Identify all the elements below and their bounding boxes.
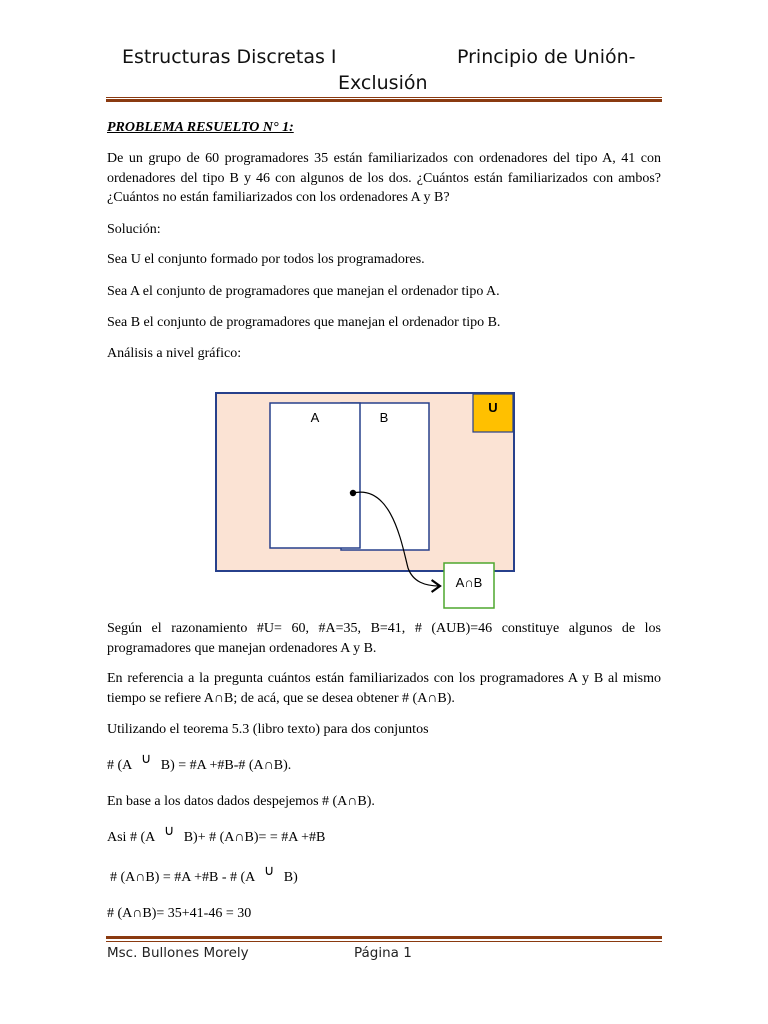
reasoning-paragraph-2: En referencia a la pregunta cuántos están familiarizados con los programadores A y B al mismo tiempo se refiere A∩B; de acá, que se desea obtener # (A∩B). [107,671,661,706]
formula-1-right: B) = #A +#B-# (A∩B). [160,758,292,773]
problem-heading: PROBLEMA RESUELTO N° 1: [107,120,294,135]
graphic-analysis-label: Análisis a nivel gráfico: [107,346,242,361]
formula-1-left: # (A [107,758,132,773]
set-a-definition: Sea A el conjunto de programadores que manejan el ordenador tipo A. [107,284,500,299]
formula-1 [107,752,292,774]
intersection-label: A∩B [455,575,483,590]
reasoning-paragraph-3: Utilizando el teorema 5.3 (libro texto) para dos conjuntos [107,722,429,737]
formula-3-right: B) [283,870,298,885]
set-u-definition: Sea U el conjunto formado por todos los programadores. [107,252,425,267]
formula-4-result: # (A∩B)= 35+41-46 = 30 [107,906,252,921]
formula-1-union-symbol: ∪ [141,752,152,767]
reasoning-paragraph-1: Según el razonamiento #U= 60, #A=35, B=41, # (AUB)=46 constituye algunos de los programadores que manejan ordenadores A y B. [107,621,661,656]
footer-rule-thick [106,936,662,939]
set-b-definition: Sea B el conjunto de programadores que manejan el ordenador tipo B. [107,315,501,330]
formula-3-left: # (A∩B) = #A +#B - # (A [110,870,255,885]
footer-page-number: Página 1 [354,945,412,961]
problem-statement: De un grupo de 60 programadores 35 están familiarizados con ordenadores del tipo A, 41 con ordenadores del tipo B y 46 con algunos de los dos. ¿Cuántos están familiarizados con ambos? ¿Cuántos no están familiarizados con los ordenadores A y B? [107,151,661,205]
formula-2-left: Asi # (A [107,830,155,845]
universe-label: U [488,400,498,415]
formula-3 [110,864,298,886]
header-topic-title: Principio de Unión- [457,46,636,68]
formula-3-union-symbol: ∪ [264,864,275,879]
formula-2-union-symbol: ∪ [163,824,175,839]
footer-rule-thin [106,941,662,942]
header-topic-title-continued: Exclusión [338,72,428,94]
formula-2 [107,824,326,846]
header-course-title: Estructuras Discretas I [122,46,337,68]
formula-2-right: B)+ # (A∩B)= = #A +#B [183,830,326,845]
solution-label: Solución: [107,222,161,237]
set-a-label: A [310,410,320,425]
footer-author: Msc. Bullones Morely [107,945,249,961]
reasoning-paragraph-4: En base a los datos dados despejemos # (A∩B). [107,794,375,809]
set-b-label: B [379,410,389,425]
